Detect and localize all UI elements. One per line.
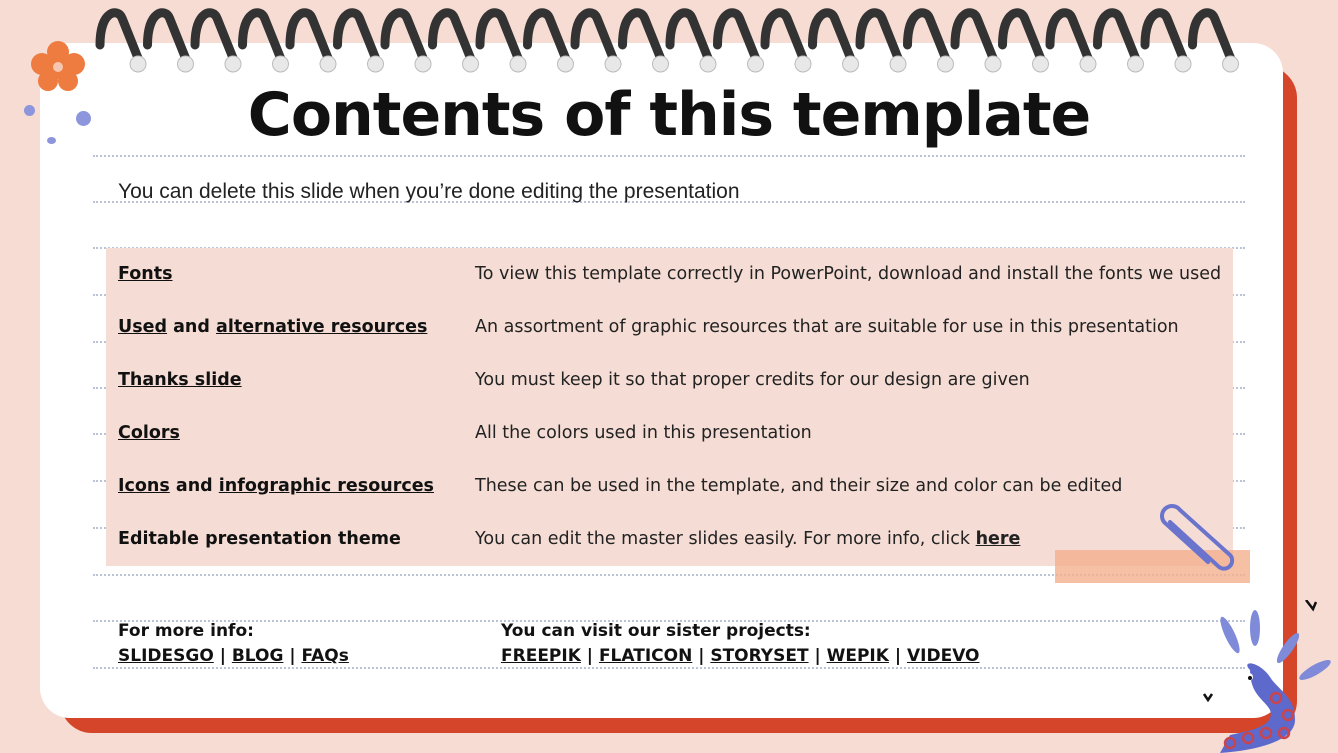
spiral-coil — [385, 13, 431, 72]
row-description — [475, 423, 812, 443]
row-label — [118, 264, 173, 284]
contents-table — [106, 248, 1233, 566]
spiral-coil — [908, 13, 954, 72]
row-description — [475, 264, 1221, 284]
description-text: All the colors used in this presentation — [475, 423, 812, 443]
separator: | — [808, 646, 827, 666]
link-storyset[interactable]: STORYSET — [710, 646, 809, 666]
page-title: Contents of this template — [247, 80, 1091, 150]
resource-link[interactable]: Fonts — [118, 264, 173, 284]
separator: | — [213, 646, 232, 666]
more-info-links — [118, 646, 349, 666]
separator: | — [283, 646, 302, 666]
here-link[interactable]: here — [975, 529, 1021, 549]
spiral-coil — [528, 13, 574, 72]
paperclip-icon — [1150, 500, 1240, 580]
spiral-coil — [480, 13, 526, 72]
row-label — [118, 370, 242, 390]
row-description — [475, 317, 1179, 337]
description-text: To view this template correctly in PowerPoint, download and install the fonts we used — [475, 264, 1222, 284]
link-flaticon[interactable]: FLATICON — [598, 646, 693, 666]
link-videvo[interactable]: VIDEVO — [906, 646, 980, 666]
resource-link[interactable]: infographic resources — [218, 476, 434, 496]
spiral-binding — [0, 0, 1338, 90]
row-label — [118, 317, 427, 337]
resource-link[interactable]: Colors — [118, 423, 180, 443]
spiral-coil — [195, 13, 241, 72]
row-description — [475, 529, 1020, 549]
link-freepik[interactable]: FREEPIK — [501, 646, 581, 666]
spiral-coil — [718, 13, 764, 72]
sister-projects-label: You can visit our sister projects: — [501, 621, 811, 641]
label-text: Editable presentation theme — [118, 529, 401, 549]
spiral-coil — [860, 13, 906, 72]
resource-link[interactable]: Thanks slide — [118, 370, 242, 390]
ruled-line — [93, 155, 1245, 157]
resource-link[interactable]: Used — [118, 317, 168, 337]
resource-link[interactable]: Icons — [118, 476, 170, 496]
link-blog[interactable]: BLOG — [231, 646, 284, 666]
spiral-coil — [765, 13, 811, 72]
description-text: These can be used in the template, and their size and color can be edited — [475, 476, 1123, 496]
spiral-coil — [813, 13, 859, 72]
row-description — [475, 370, 1030, 390]
link-slidesgo[interactable]: SLIDESGO — [118, 646, 214, 666]
spiral-coil — [290, 13, 336, 72]
separator: | — [888, 646, 907, 666]
snake-illustration — [1200, 600, 1338, 753]
spiral-coil — [338, 13, 384, 72]
description-text: An assortment of graphic resources that are suitable for use in this presentation — [475, 317, 1179, 337]
spiral-coil — [148, 13, 194, 72]
row-label — [118, 476, 434, 496]
separator: | — [692, 646, 711, 666]
label-text: and — [167, 317, 217, 337]
label-text: and — [169, 476, 219, 496]
description-text: You can edit the master slides easily. For more info, click — [475, 529, 976, 549]
spiral-coil — [1193, 13, 1239, 72]
spiral-coil — [243, 13, 289, 72]
row-label — [118, 423, 180, 443]
spiral-coil — [1098, 13, 1144, 72]
spiral-coil — [100, 13, 146, 72]
link-faqs[interactable]: FAQs — [301, 646, 349, 666]
sister-projects-links — [501, 646, 980, 666]
description-text: You must keep it so that proper credits for our design are given — [475, 370, 1030, 390]
more-info-label: For more info: — [118, 621, 254, 641]
spiral-coil — [1145, 13, 1191, 72]
spiral-coil — [623, 13, 669, 72]
row-label — [118, 529, 401, 549]
subtitle: You can delete this slide when you’re done editing the presentation — [118, 180, 740, 203]
spiral-coil — [955, 13, 1001, 72]
spiral-coil — [670, 13, 716, 72]
spiral-coil — [433, 13, 479, 72]
separator: | — [580, 646, 599, 666]
resource-link[interactable]: alternative resources — [216, 317, 428, 337]
spiral-coil — [1050, 13, 1096, 72]
ruled-line — [93, 667, 1245, 669]
spiral-coil — [575, 13, 621, 72]
spiral-coil — [1003, 13, 1049, 72]
row-description — [475, 476, 1122, 496]
link-wepik[interactable]: WEPIK — [826, 646, 889, 666]
